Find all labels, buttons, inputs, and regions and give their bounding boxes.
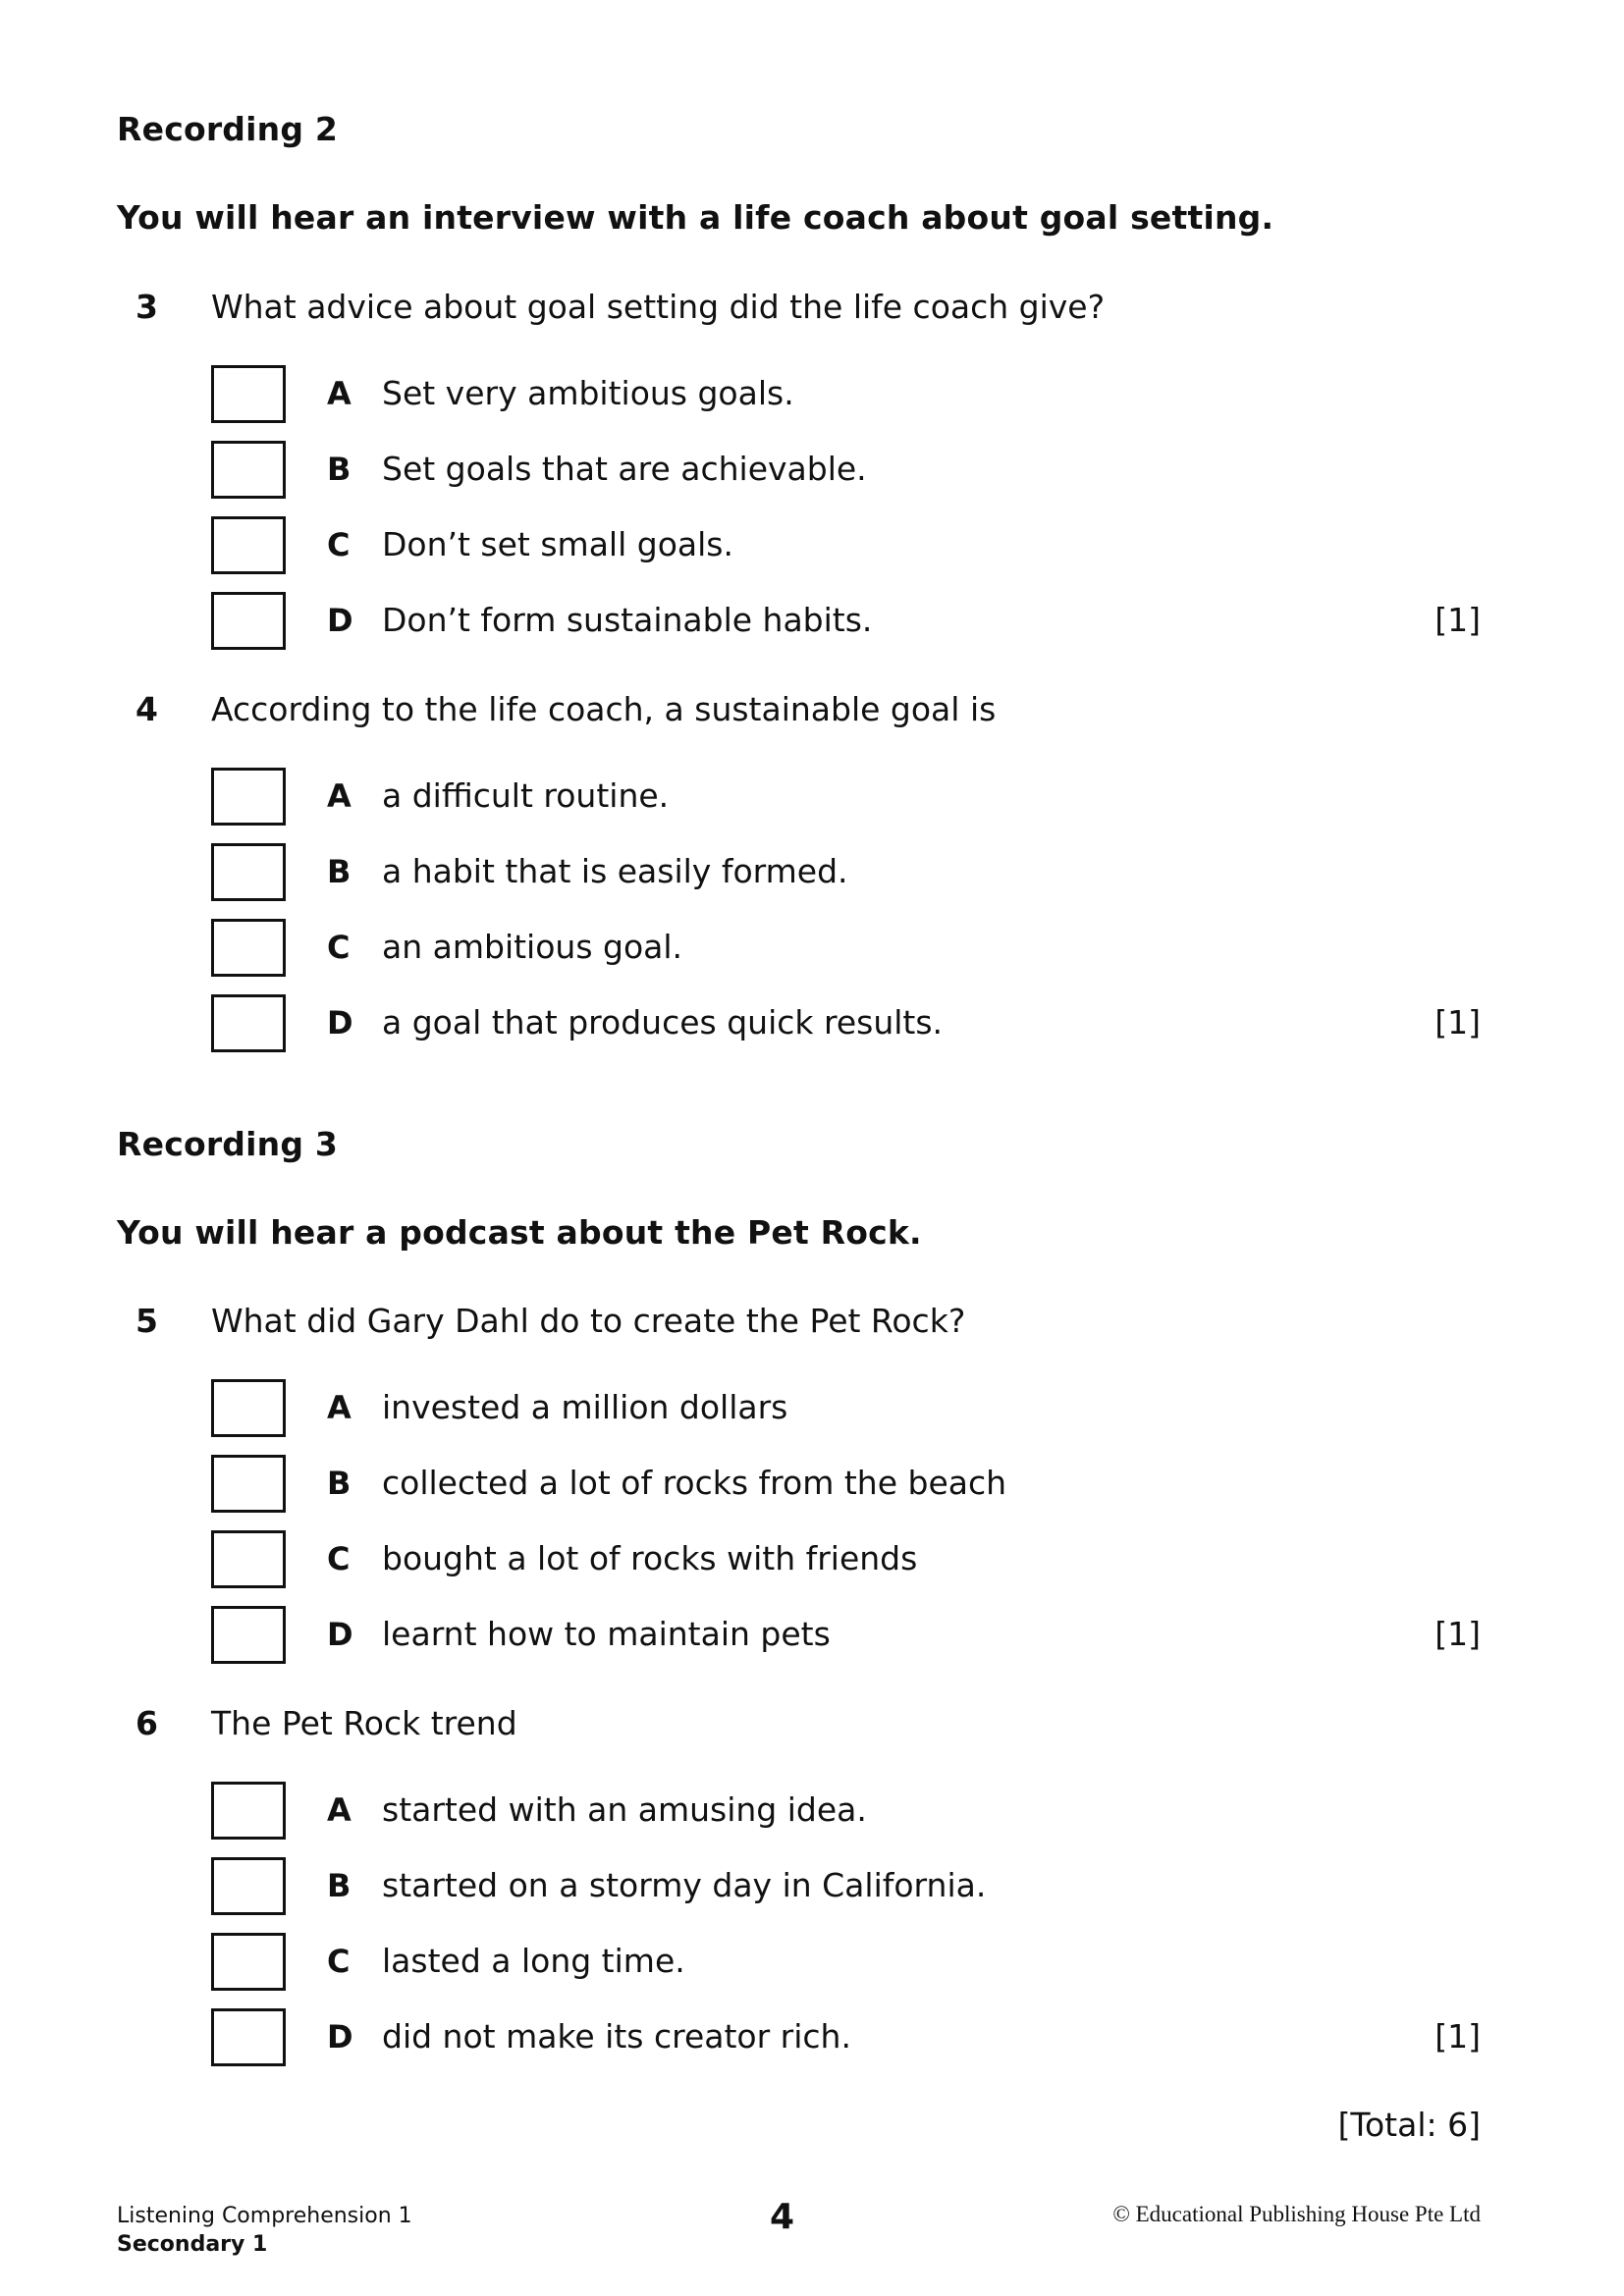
question-5-option-d bbox=[211, 1606, 1488, 1667]
option-letter: C bbox=[327, 929, 351, 966]
answer-checkbox[interactable] bbox=[211, 919, 286, 977]
footer-book-info bbox=[117, 2202, 412, 2259]
answer-checkbox[interactable] bbox=[211, 2008, 286, 2066]
option-text: started with an amusing idea. bbox=[382, 1790, 867, 1829]
answer-checkbox[interactable] bbox=[211, 1455, 286, 1513]
question-5-marks: [1] bbox=[1435, 1615, 1481, 1653]
option-text: an ambitious goal. bbox=[382, 928, 683, 966]
question-4-number: 4 bbox=[135, 690, 158, 728]
option-letter: D bbox=[327, 1616, 353, 1653]
question-5-option-a bbox=[211, 1379, 1488, 1440]
question-6-marks: [1] bbox=[1435, 2017, 1481, 2056]
answer-checkbox[interactable] bbox=[211, 1933, 286, 1991]
option-letter: C bbox=[327, 1540, 351, 1577]
total-marks: [Total: 6] bbox=[1337, 2106, 1481, 2144]
question-5-option-c bbox=[211, 1530, 1488, 1591]
option-letter: B bbox=[327, 1867, 352, 1904]
option-text: a difficult routine. bbox=[382, 776, 670, 815]
question-6-number: 6 bbox=[135, 1704, 158, 1742]
question-4-marks: [1] bbox=[1435, 1003, 1481, 1041]
option-letter: A bbox=[327, 777, 352, 815]
option-letter: A bbox=[327, 375, 352, 412]
question-5-number: 5 bbox=[135, 1302, 158, 1340]
option-text: started on a stormy day in California. bbox=[382, 1866, 987, 1904]
option-text: Don’t form sustainable habits. bbox=[382, 601, 873, 639]
option-text: bought a lot of rocks with friends bbox=[382, 1539, 918, 1577]
option-text: collected a lot of rocks from the beach bbox=[382, 1464, 1007, 1502]
answer-checkbox[interactable] bbox=[211, 768, 286, 826]
question-6-option-a bbox=[211, 1782, 1488, 1842]
option-text: Don’t set small goals. bbox=[382, 525, 733, 563]
answer-checkbox[interactable] bbox=[211, 843, 286, 901]
option-letter: A bbox=[327, 1389, 352, 1426]
answer-checkbox[interactable] bbox=[211, 365, 286, 423]
option-text: a habit that is easily formed. bbox=[382, 852, 848, 890]
answer-checkbox[interactable] bbox=[211, 1606, 286, 1664]
answer-checkbox[interactable] bbox=[211, 1530, 286, 1588]
option-letter: D bbox=[327, 1004, 353, 1041]
option-letter: C bbox=[327, 1943, 351, 1980]
question-5-option-b bbox=[211, 1455, 1488, 1516]
option-text: invested a million dollars bbox=[382, 1388, 788, 1426]
question-5-text: What did Gary Dahl do to create the Pet Rock? bbox=[211, 1302, 966, 1340]
recording-2-heading: Recording 2 bbox=[117, 110, 338, 148]
question-3-option-b bbox=[211, 441, 1488, 502]
answer-checkbox[interactable] bbox=[211, 592, 286, 650]
question-6-option-c bbox=[211, 1933, 1488, 1994]
answer-checkbox[interactable] bbox=[211, 1782, 286, 1840]
question-3-text: What advice about goal setting did the life coach give? bbox=[211, 288, 1106, 326]
option-letter: B bbox=[327, 1465, 352, 1502]
option-letter: B bbox=[327, 853, 352, 890]
option-text: lasted a long time. bbox=[382, 1942, 685, 1980]
option-text: did not make its creator rich. bbox=[382, 2017, 851, 2056]
option-text: learnt how to maintain pets bbox=[382, 1615, 831, 1653]
footer-level: Secondary 1 bbox=[117, 2232, 268, 2257]
answer-checkbox[interactable] bbox=[211, 994, 286, 1052]
recording-3-heading: Recording 3 bbox=[117, 1125, 338, 1163]
question-3-option-c bbox=[211, 516, 1488, 577]
question-3-option-a bbox=[211, 365, 1488, 426]
question-4-option-b bbox=[211, 843, 1488, 904]
footer-book-title: Listening Comprehension 1 bbox=[117, 2204, 412, 2228]
question-6-option-b bbox=[211, 1857, 1488, 1918]
page-number: 4 bbox=[770, 2197, 795, 2237]
option-text: Set very ambitious goals. bbox=[382, 374, 794, 412]
question-3-option-d bbox=[211, 592, 1488, 653]
option-letter: D bbox=[327, 2018, 353, 2056]
answer-checkbox[interactable] bbox=[211, 1379, 286, 1437]
question-6-option-d bbox=[211, 2008, 1488, 2069]
option-letter: A bbox=[327, 1791, 352, 1829]
recording-3-instruction: You will hear a podcast about the Pet Rock. bbox=[117, 1213, 922, 1252]
answer-checkbox[interactable] bbox=[211, 516, 286, 574]
question-3-number: 3 bbox=[135, 288, 158, 326]
question-3-marks: [1] bbox=[1435, 601, 1481, 639]
recording-2-instruction: You will hear an interview with a life coach about goal setting. bbox=[117, 198, 1274, 237]
answer-checkbox[interactable] bbox=[211, 1857, 286, 1915]
option-text: Set goals that are achievable. bbox=[382, 450, 867, 488]
option-letter: D bbox=[327, 602, 353, 639]
option-text: a goal that produces quick results. bbox=[382, 1003, 944, 1041]
question-6-text: The Pet Rock trend bbox=[211, 1704, 517, 1742]
question-4-option-a bbox=[211, 768, 1488, 828]
option-letter: C bbox=[327, 526, 351, 563]
question-4-option-c bbox=[211, 919, 1488, 980]
option-letter: B bbox=[327, 451, 352, 488]
question-4-option-d bbox=[211, 994, 1488, 1055]
answer-checkbox[interactable] bbox=[211, 441, 286, 499]
question-4-text: According to the life coach, a sustainable goal is bbox=[211, 690, 997, 728]
footer-copyright: © Educational Publishing House Pte Ltd bbox=[1112, 2202, 1481, 2226]
